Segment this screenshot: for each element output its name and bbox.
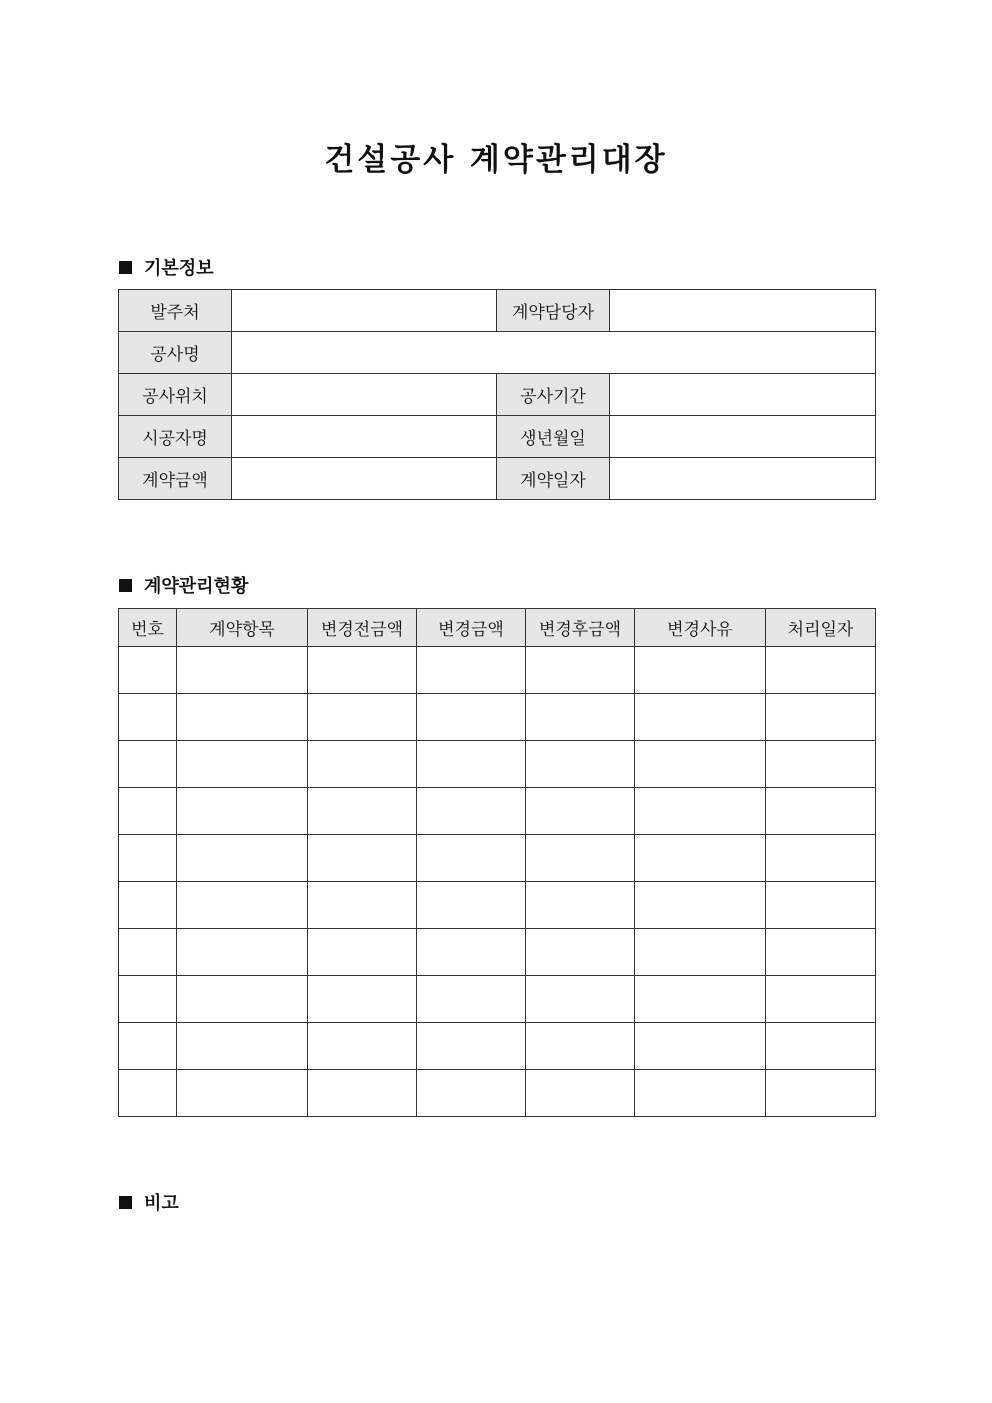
change-reason-cell[interactable] [635, 882, 766, 929]
change-reason-cell[interactable] [635, 694, 766, 741]
contract-item-cell[interactable] [177, 882, 308, 929]
amount-before-cell[interactable] [308, 882, 417, 929]
change-reason-cell[interactable] [635, 788, 766, 835]
document-title: 건설공사 계약관리대장 [324, 142, 668, 178]
amount-change-cell[interactable] [417, 1023, 526, 1070]
amount-after-cell[interactable] [526, 694, 635, 741]
header-amount-before: 변경전금액 [308, 609, 417, 647]
section-heading-contract-status [119, 572, 248, 598]
table-row [119, 1070, 876, 1117]
client-label: 발주처 [119, 290, 232, 332]
project-location-field[interactable] [232, 374, 497, 416]
contract-amount-label: 계약금액 [119, 458, 232, 500]
section-heading-basic-info [119, 254, 214, 280]
amount-after-cell[interactable] [526, 929, 635, 976]
amount-change-cell[interactable] [417, 835, 526, 882]
contractor-name-label: 시공자명 [119, 416, 232, 458]
table-row [119, 694, 876, 741]
section-heading-label: 기본정보 [144, 258, 214, 279]
header-contract-item: 계약항목 [177, 609, 308, 647]
amount-change-cell[interactable] [417, 976, 526, 1023]
project-period-field[interactable] [610, 374, 876, 416]
amount-before-cell[interactable] [308, 929, 417, 976]
header-number: 번호 [119, 609, 177, 647]
table-row [119, 976, 876, 1023]
table-row [119, 835, 876, 882]
amount-before-cell[interactable] [308, 976, 417, 1023]
square-bullet-icon [119, 1196, 132, 1209]
contract-item-cell[interactable] [177, 929, 308, 976]
processing-date-cell[interactable] [766, 882, 876, 929]
contract-item-cell[interactable] [177, 647, 308, 694]
amount-before-cell[interactable] [308, 741, 417, 788]
header-amount-change: 변경금액 [417, 609, 526, 647]
amount-before-cell[interactable] [308, 788, 417, 835]
header-amount-after: 변경후금액 [526, 609, 635, 647]
processing-date-cell[interactable] [766, 929, 876, 976]
amount-before-cell[interactable] [308, 694, 417, 741]
project-location-label: 공사위치 [119, 374, 232, 416]
change-reason-cell[interactable] [635, 929, 766, 976]
processing-date-cell[interactable] [766, 976, 876, 1023]
contractor-name-field[interactable] [232, 416, 497, 458]
processing-date-cell[interactable] [766, 1023, 876, 1070]
change-reason-cell[interactable] [635, 835, 766, 882]
number-cell[interactable] [119, 976, 177, 1023]
amount-after-cell[interactable] [526, 976, 635, 1023]
basic-info-table [118, 289, 876, 500]
table-row [119, 374, 876, 416]
amount-change-cell[interactable] [417, 929, 526, 976]
table-row [119, 882, 876, 929]
contract-item-cell[interactable] [177, 835, 308, 882]
amount-change-cell[interactable] [417, 741, 526, 788]
processing-date-cell[interactable] [766, 1070, 876, 1117]
change-reason-cell[interactable] [635, 647, 766, 694]
amount-before-cell[interactable] [308, 1023, 417, 1070]
amount-change-cell[interactable] [417, 788, 526, 835]
client-field[interactable] [232, 290, 497, 332]
contract-manager-field[interactable] [610, 290, 876, 332]
number-cell[interactable] [119, 788, 177, 835]
number-cell[interactable] [119, 1023, 177, 1070]
section-heading-remarks [119, 1189, 179, 1215]
processing-date-cell[interactable] [766, 835, 876, 882]
table-row [119, 458, 876, 500]
amount-after-cell[interactable] [526, 1023, 635, 1070]
processing-date-cell[interactable] [766, 788, 876, 835]
amount-after-cell[interactable] [526, 835, 635, 882]
change-reason-cell[interactable] [635, 1023, 766, 1070]
number-cell[interactable] [119, 741, 177, 788]
amount-change-cell[interactable] [417, 647, 526, 694]
contract-item-cell[interactable] [177, 741, 308, 788]
table-row [119, 416, 876, 458]
number-cell[interactable] [119, 835, 177, 882]
header-change-reason: 변경사유 [635, 609, 766, 647]
table-row [119, 332, 876, 374]
amount-change-cell[interactable] [417, 882, 526, 929]
table-header-row [119, 609, 876, 647]
section-heading-label: 계약관리현황 [144, 576, 249, 597]
contract-amount-field[interactable] [232, 458, 497, 500]
project-name-label: 공사명 [119, 332, 232, 374]
project-period-label: 공사기간 [497, 374, 610, 416]
change-reason-cell[interactable] [635, 1070, 766, 1117]
amount-change-cell[interactable] [417, 694, 526, 741]
square-bullet-icon [119, 579, 132, 592]
processing-date-cell[interactable] [766, 647, 876, 694]
contract-status-rows [119, 647, 876, 1117]
project-name-field[interactable] [232, 332, 876, 374]
contract-item-cell[interactable] [177, 694, 308, 741]
number-cell[interactable] [119, 929, 177, 976]
change-reason-cell[interactable] [635, 976, 766, 1023]
birth-date-label: 생년월일 [497, 416, 610, 458]
number-cell[interactable] [119, 647, 177, 694]
table-row [119, 788, 876, 835]
contract-item-cell[interactable] [177, 788, 308, 835]
number-cell[interactable] [119, 882, 177, 929]
contract-date-field[interactable] [610, 458, 876, 500]
amount-before-cell[interactable] [308, 835, 417, 882]
square-bullet-icon [119, 261, 132, 274]
amount-before-cell[interactable] [308, 1070, 417, 1117]
contract-item-cell[interactable] [177, 1023, 308, 1070]
amount-before-cell[interactable] [308, 647, 417, 694]
amount-after-cell[interactable] [526, 741, 635, 788]
table-row [119, 290, 876, 332]
number-cell[interactable] [119, 694, 177, 741]
change-reason-cell[interactable] [635, 741, 766, 788]
processing-date-cell[interactable] [766, 741, 876, 788]
header-processing-date: 처리일자 [766, 609, 876, 647]
contract-item-cell[interactable] [177, 976, 308, 1023]
birth-date-field[interactable] [610, 416, 876, 458]
section-heading-label: 비고 [144, 1193, 179, 1214]
contract-item-cell[interactable] [177, 1070, 308, 1117]
contract-date-label: 계약일자 [497, 458, 610, 500]
table-row [119, 647, 876, 694]
amount-after-cell[interactable] [526, 788, 635, 835]
amount-after-cell[interactable] [526, 882, 635, 929]
number-cell[interactable] [119, 1070, 177, 1117]
amount-after-cell[interactable] [526, 647, 635, 694]
table-row [119, 929, 876, 976]
table-row [119, 741, 876, 788]
amount-change-cell[interactable] [417, 1070, 526, 1117]
contract-status-table [118, 608, 876, 1117]
amount-after-cell[interactable] [526, 1070, 635, 1117]
contract-manager-label: 계약담당자 [497, 290, 610, 332]
table-row [119, 1023, 876, 1070]
processing-date-cell[interactable] [766, 694, 876, 741]
